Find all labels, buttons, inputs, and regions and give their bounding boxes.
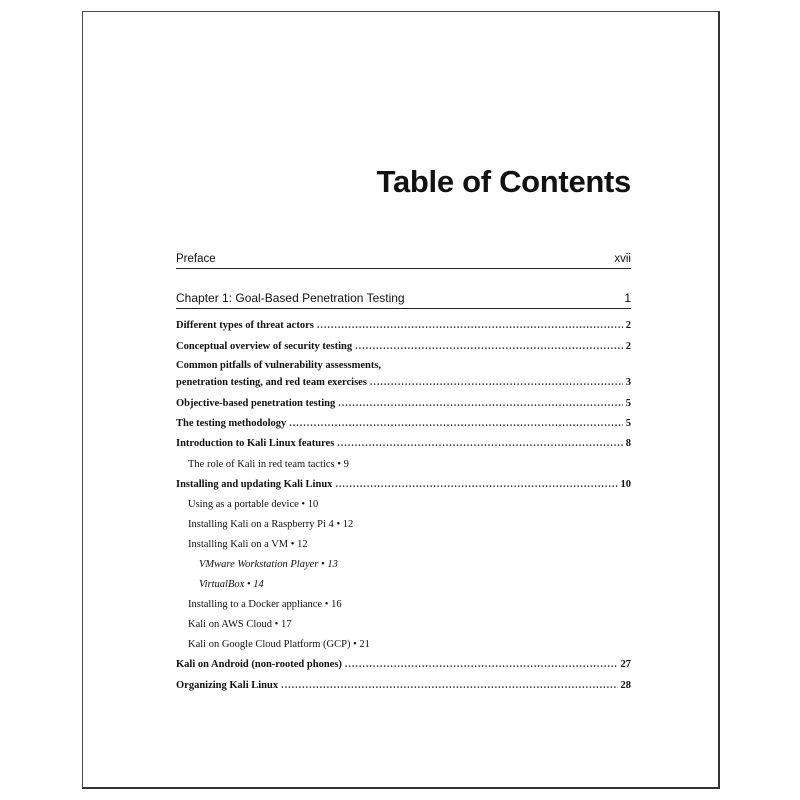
toc-entry[interactable] xyxy=(176,659,631,670)
toc-label: Objective-based penetration testing xyxy=(176,398,336,409)
bullet: • xyxy=(336,519,341,530)
leader-dots xyxy=(345,659,618,670)
toc-label: Introduction to Kali Linux features xyxy=(176,438,335,449)
toc-page-number: 12 xyxy=(342,519,354,530)
toc-page-number: 5 xyxy=(625,398,631,409)
toc-page-number: 12 xyxy=(297,539,308,550)
toc-page-number: 1 xyxy=(624,291,631,305)
toc-label: Conceptual overview of security testing xyxy=(176,341,353,352)
toc-label: Chapter 1: Goal-Based Penetration Testing xyxy=(176,291,405,305)
toc-page-number: 8 xyxy=(625,438,631,449)
toc-page-number: 17 xyxy=(280,619,292,630)
toc-entry[interactable] xyxy=(176,438,631,449)
toc-page-number: 2 xyxy=(625,341,631,352)
leader-dots xyxy=(370,377,623,388)
bullet: • xyxy=(246,579,251,590)
toc-entry[interactable] xyxy=(176,479,631,490)
toc-page-number: 5 xyxy=(625,418,631,429)
leader-dots xyxy=(338,398,623,409)
toc-page-number: xvii xyxy=(614,253,631,265)
toc-label: Preface xyxy=(176,253,216,265)
toc-page-number: 10 xyxy=(620,479,631,490)
bullet: • xyxy=(353,639,357,650)
toc-label: Using as a portable device xyxy=(188,499,299,510)
toc-entry[interactable] xyxy=(176,680,631,691)
toc-subentry[interactable] xyxy=(188,639,370,650)
toc-label: Installing Kali on a Raspberry Pi 4 xyxy=(188,519,334,530)
toc-label: VMware Workstation Player xyxy=(199,559,319,570)
toc-subsubentry[interactable] xyxy=(199,559,338,570)
bullet: • xyxy=(337,459,341,470)
bullet: • xyxy=(324,599,329,610)
toc-preface[interactable] xyxy=(176,253,631,269)
toc-page-number: 3 xyxy=(625,377,631,388)
toc-subentry[interactable] xyxy=(188,619,291,630)
toc-page-number: 2 xyxy=(625,320,631,331)
toc-page-number: 28 xyxy=(620,680,631,691)
leader-dots xyxy=(355,341,623,352)
toc-subentry[interactable] xyxy=(188,539,308,550)
toc-label: Kali on Android (non-rooted phones) xyxy=(176,659,342,670)
leader-dots xyxy=(317,320,623,331)
bullet: • xyxy=(321,559,325,570)
leader-dots xyxy=(289,418,623,429)
toc-label: The role of Kali in red team tactics xyxy=(188,459,335,470)
toc-label: penetration testing, and red team exercises xyxy=(176,377,367,388)
toc-label: VirtualBox xyxy=(199,579,245,590)
toc-page-number: 16 xyxy=(331,599,342,610)
leader-dots xyxy=(281,680,617,691)
toc-label: Kali on AWS Cloud xyxy=(188,619,273,630)
toc-label: The testing methodology xyxy=(176,418,287,429)
toc-label: Installing to a Docker appliance xyxy=(188,599,323,610)
toc-subentry[interactable] xyxy=(188,499,318,510)
toc-chapter-1[interactable] xyxy=(176,291,631,309)
toc-page-number: 13 xyxy=(327,559,338,570)
toc-entry[interactable] xyxy=(176,320,631,331)
toc-entry[interactable] xyxy=(176,398,631,409)
leader-dots xyxy=(337,438,622,449)
bullet: • xyxy=(290,539,295,550)
toc-label: Installing Kali on a VM xyxy=(188,539,289,550)
toc-entry[interactable] xyxy=(176,418,631,429)
toc-subentry[interactable] xyxy=(188,599,342,610)
leader-dots xyxy=(335,479,617,490)
toc-entry[interactable] xyxy=(176,341,631,352)
toc-page-number: 27 xyxy=(620,659,631,670)
toc-page-number: 9 xyxy=(343,459,349,470)
toc-label: Installing and updating Kali Linux xyxy=(176,479,333,490)
bullet: • xyxy=(274,619,279,630)
toc-label: Kali on Google Cloud Platform (GCP) xyxy=(188,639,351,650)
toc-page-number: 21 xyxy=(359,639,370,650)
toc-page-number: 14 xyxy=(253,579,264,590)
bullet: • xyxy=(301,499,306,510)
toc-page-number: 10 xyxy=(307,499,319,510)
toc-entry-line-1: Common pitfalls of vulnerability assessments, xyxy=(176,360,382,371)
toc-subsubentry[interactable] xyxy=(199,579,264,590)
toc-label: Different types of threat actors xyxy=(176,320,314,331)
page-title: Table of Contents xyxy=(376,164,631,199)
toc-entry[interactable] xyxy=(176,377,631,388)
toc-subentry[interactable] xyxy=(188,519,353,530)
toc-label: Organizing Kali Linux xyxy=(176,680,279,691)
toc-subentry[interactable] xyxy=(188,459,349,470)
